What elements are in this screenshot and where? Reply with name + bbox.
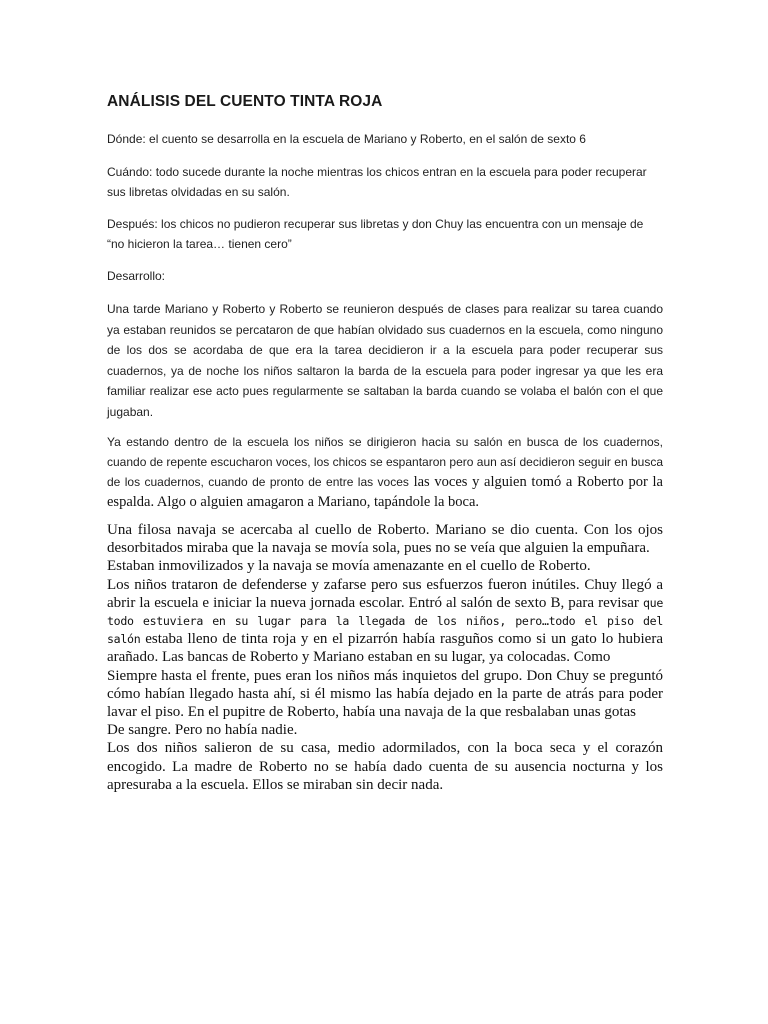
paragraph-ya-estando-serif: las voces y alguien tomó a Roberto por la espalda. Algo o alguien amagaron a Mariano, tapándole la boca.: [107, 474, 663, 510]
paragraph-siempre-hasta-el-frente: Siempre hasta el frente, pues eran los niños más inquietos del grupo. Don Chuy se preguntó cómo habían llegado hasta ahí, si él mismo las había dejado en la parte de atrás para poder lavar el piso. En el pupitre de Roberto, había una navaja de la que resbalaban unas gotas: [107, 667, 663, 721]
paragraph-de-sangre: De sangre. Pero no había nadie.: [107, 722, 298, 739]
paragraph-una-tarde: Una tarde Mariano y Roberto y Roberto se reunieron después de clases para realizar su tarea cuando ya estaban reunidos se percataron de que habían olvidado sus cuadernos en la escuela, como ninguno de los dos se acordaba de que era la tarea decidieron ir a la escuela para poder recuperar sus cuadernos, ya de noche los niños saltaron la barda de la escuela para poder ingresar ya que les era familiar realizar ese acto pues regularmente se saltaban la barda cuando se volaba el balón con el que jugaban.: [107, 302, 663, 419]
serif-story-block: [107, 521, 663, 794]
document-title: ANÁLISIS DEL CUENTO TINTA ROJA: [107, 93, 383, 110]
paragraph-filosa-navaja: Una filosa navaja se acercaba al cuello de Roberto. Mariano se dio cuenta. Con los ojos desorbitados miraba que la navaja se movía sola, pues no se veía que alguien la empuñara.: [107, 522, 663, 557]
paragraph-ya-estando: [107, 432, 663, 512]
paragraph-defenderse-mono: que todo estuviera en su lugar para la llegada de los niños, pero…todo el piso del salón: [107, 595, 663, 647]
paragraph-inmovilizados: Estaban inmovilizados y la navaja se movía amenazante en el cuello de Roberto.: [107, 558, 591, 575]
paragraph-defenderse-end: estaba lleno de tinta roja y en el pizarrón había rasguños como si un gato lo hubiera arañado. Las bancas de Roberto y Mariano estaban en su lugar, ya colocadas. Como: [107, 631, 663, 666]
paragraph-cuando: Cuándo: todo sucede durante la noche mientras los chicos entran en la escuela para poder recuperar sus libretas olvidadas en su salón.: [107, 165, 647, 199]
paragraph-despues: Después: los chicos no pudieron recuperar sus libretas y don Chuy las encuentra con un mensaje de “no hicieron la tarea… tienen cero”: [107, 217, 644, 251]
paragraph-defenderse-start: Los niños trataron de defenderse y zafarse pero sus esfuerzos fueron inútiles. Chuy llegó a abrir la escuela e iniciar la nueva jornada escolar. Entró al salón de sexto B, para revisar: [107, 576, 663, 611]
paragraph-donde: Dónde: el cuento se desarrolla en la escuela de Mariano y Roberto, en el salón de sexto 6: [107, 132, 586, 146]
desarrollo-heading: Desarrollo:: [107, 269, 166, 283]
paragraph-los-dos-ninos: Los dos niños salieron de su casa, medio adormilados, con la boca seca y el corazón encogido. La madre de Roberto no se había dado cuenta de su ausencia nocturna y los apresuraba a la escuela. Ellos se miraban sin decir nada.: [107, 740, 663, 793]
paragraph-defenderse: [107, 576, 663, 667]
paragraph-ya-estando-sans: Ya estando dentro de la escuela los niños se dirigieron hacia su salón en busca de los cuadernos, cuando de repente escucharon voces, los chicos se espantaron pero aun así decidieron seguir en busca de los cuadernos, cuando de pronto de entre las voces: [107, 435, 663, 489]
